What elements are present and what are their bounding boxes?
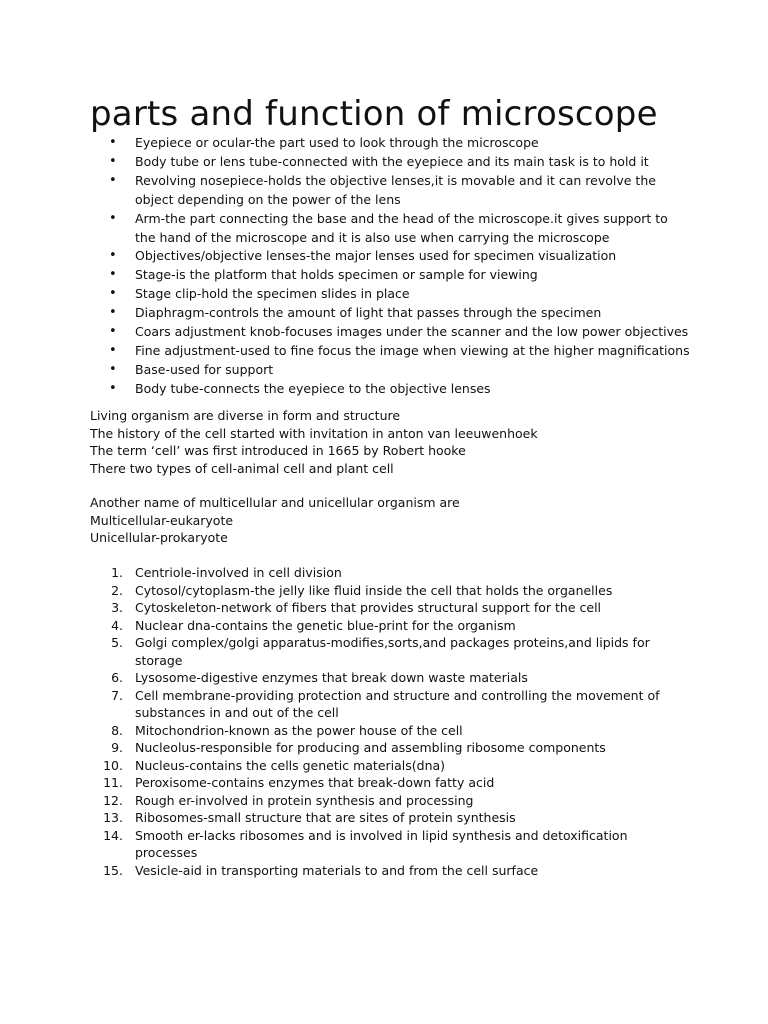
list-item (90, 582, 690, 600)
list-item (90, 617, 690, 635)
cell-history-paragraph (90, 407, 690, 477)
paragraph-line: Unicellular-prokaryote (90, 530, 228, 545)
list-number: 2. (111, 582, 123, 598)
paragraph-line: Living organism are diverse in form and structure (90, 408, 401, 423)
list-number: 15. (103, 862, 123, 878)
list-item (90, 827, 690, 862)
list-item (90, 809, 690, 827)
list-item: • Revolving nosepiece-holds the objective lenses,it is movable and it can revolve the object depending on the power of the lens (90, 172, 690, 210)
list-item: • Base-used for support (90, 361, 690, 380)
list-item (90, 599, 690, 617)
list-item (90, 687, 690, 722)
list-item (90, 669, 690, 687)
page-title: parts and function of microscope (90, 94, 658, 134)
microscope-parts-list (90, 134, 690, 399)
list-item (90, 634, 690, 669)
list-number: 11. (103, 775, 123, 790)
list-item: • Arm-the part connecting the base and the head of the microscope.it gives support to the hand of the microscope and it is also use when carrying the microscope (90, 210, 690, 248)
list-item (90, 722, 690, 740)
list-item-text: Cytoskeleton-network of fibers that provides structural support for the cell (135, 600, 602, 615)
list-item (90, 792, 690, 810)
list-item-text: Cytosol/cytoplasm-the jelly like fluid inside the cell that holds the organelles (135, 582, 613, 598)
list-number: 8. (111, 722, 123, 738)
paragraph-line: The term ‘cell’ was first introduced in 1665 by Robert hooke (90, 443, 466, 458)
list-item-text: Nucleus-contains the cells genetic materials(dna) (135, 757, 446, 773)
paragraph-line: Multicellular-eukaryote (90, 512, 234, 528)
list-item-text: Nucleolus-responsible for producing and assembling ribosome components (135, 740, 606, 755)
list-item: • Eyepiece or ocular-the part used to look through the microscope (90, 134, 690, 153)
list-item-text: Smooth er-lacks ribosomes and is involved in lipid synthesis and detoxification processes (135, 827, 628, 860)
list-item: • Stage-is the platform that holds specimen or sample for viewing (90, 266, 690, 285)
list-item (90, 564, 690, 582)
list-number: 7. (111, 687, 123, 703)
list-item-text: Centriole-involved in cell division (135, 565, 342, 580)
list-item: • Diaphragm-controls the amount of light that passes through the specimen (90, 304, 690, 323)
list-item-text: Golgi complex/golgi apparatus-modifies,sorts,and packages proteins,and lipids for storage (135, 635, 650, 668)
paragraph-line: The history of the cell started with invitation in anton van leeuwenhoek (90, 425, 538, 441)
paragraph-line: There two types of cell-animal cell and plant cell (90, 460, 394, 476)
list-item (90, 757, 690, 775)
list-number: 1. (111, 565, 123, 580)
paragraph-line: Another name of multicellular and unicellular organism are (90, 495, 460, 510)
list-item: • Coars adjustment knob-focuses images under the scanner and the low power objectives (90, 323, 690, 342)
list-number: 5. (111, 635, 123, 650)
list-number: 14. (103, 827, 123, 843)
cell-organelles-list (90, 564, 690, 879)
list-number: 6. (111, 670, 123, 685)
list-item-text: Mitochondrion-known as the power house of the cell (135, 722, 463, 738)
list-number: 4. (111, 617, 123, 633)
list-number: 12. (103, 792, 123, 808)
list-number: 9. (111, 740, 123, 755)
organism-types-paragraph (90, 494, 690, 547)
list-item: • Body tube-connects the eyepiece to the objective lenses (90, 380, 690, 399)
list-item-text: Cell membrane-providing protection and structure and controlling the movement of substances in and out of the cell (135, 687, 660, 720)
list-item (90, 739, 690, 757)
list-item: • Fine adjustment-used to fine focus the image when viewing at the higher magnifications (90, 342, 690, 361)
list-item (90, 862, 690, 880)
list-item (90, 774, 690, 792)
list-number: 10. (103, 757, 123, 773)
list-item-text: Vesicle-aid in transporting materials to and from the cell surface (135, 862, 539, 878)
list-item: • Body tube or lens tube-connected with the eyepiece and its main task is to hold it (90, 153, 690, 172)
list-item-text: Nuclear dna-contains the genetic blue-print for the organism (135, 617, 516, 633)
list-item: • Objectives/objective lenses-the major lenses used for specimen visualization (90, 247, 690, 266)
list-item-text: Rough er-involved in protein synthesis and processing (135, 792, 474, 808)
list-item-text: Peroxisome-contains enzymes that break-down fatty acid (135, 775, 495, 790)
list-item-text: Lysosome-digestive enzymes that break down waste materials (135, 670, 528, 685)
list-item: • Stage clip-hold the specimen slides in place (90, 285, 690, 304)
list-number: 13. (103, 810, 123, 825)
list-number: 3. (111, 600, 123, 615)
list-item-text: Ribosomes-small structure that are sites of protein synthesis (135, 810, 516, 825)
